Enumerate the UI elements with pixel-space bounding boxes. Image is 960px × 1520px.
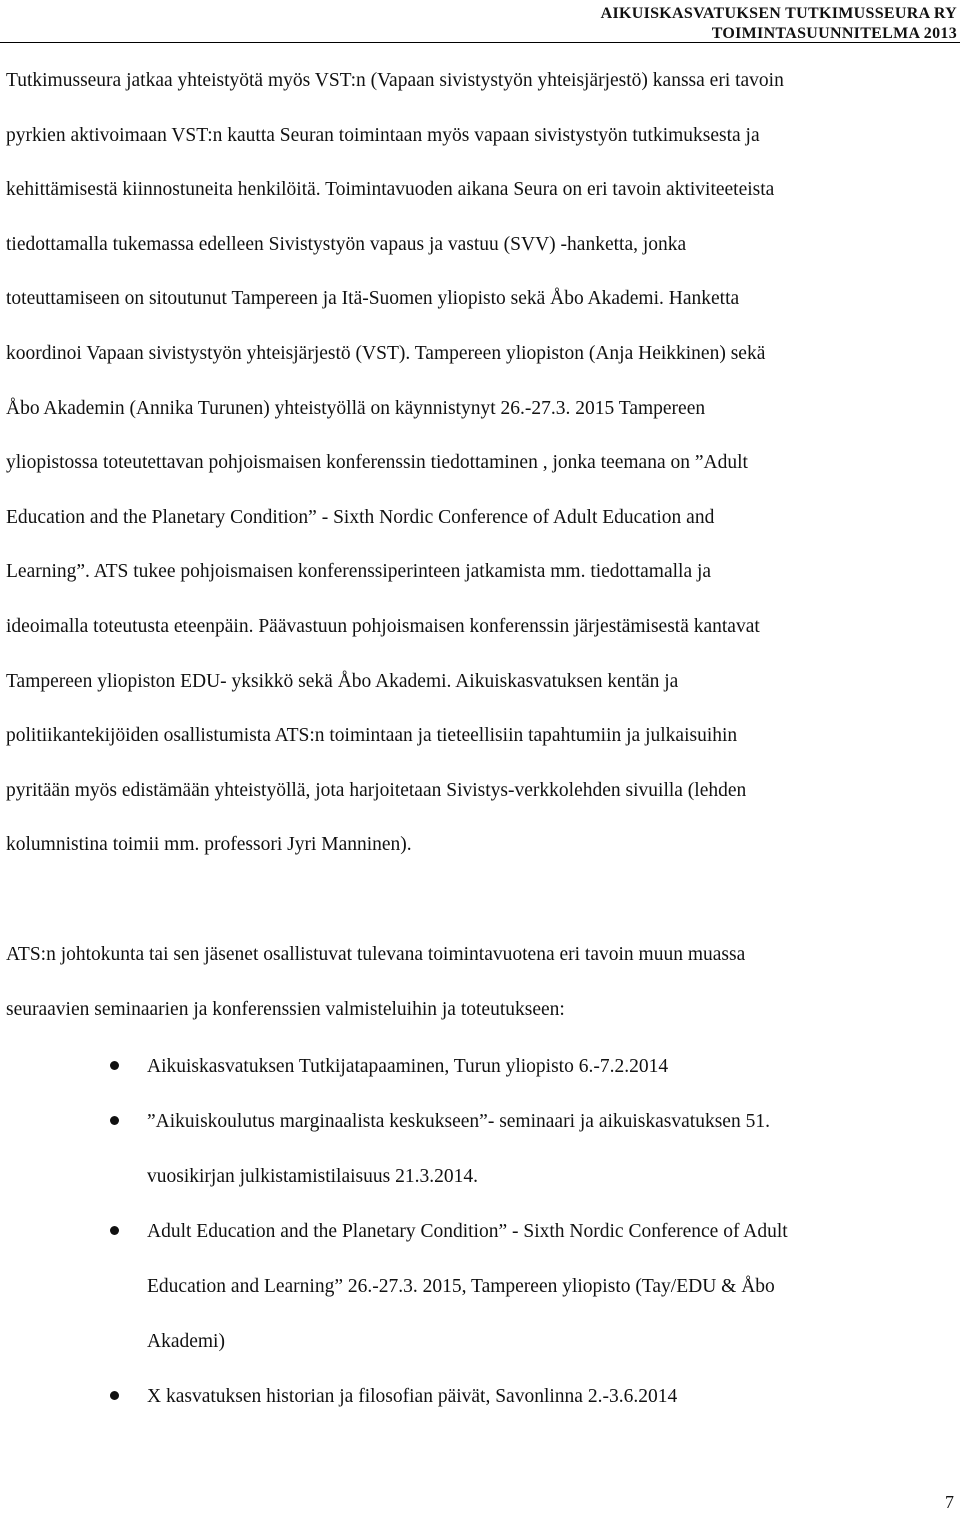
list-item-text: Education and Learning” 26.-27.3. 2015, Tampereen yliopisto (Tay/EDU & Åbo xyxy=(147,1276,775,1297)
text-line: Åbo Akademin (Annika Turunen) yhteistyöllä on käynnistynyt 26.-27.3. 2015 Tampereen xyxy=(6,397,706,419)
list-item-text: vuosikirjan julkistamistilaisuus 21.3.2014. xyxy=(147,1166,478,1187)
list-item-text: Aikuiskasvatuksen Tutkijatapaaminen, Turun yliopisto 6.-7.2.2014 xyxy=(147,1056,669,1077)
text-line: pyritään myös edistämään yhteistyöllä, jota harjoitetaan Sivistys-verkkolehden sivuilla (lehden xyxy=(6,779,747,801)
header-document-title: TOIMINTASUUNNITELMA 2013 xyxy=(711,25,957,42)
text-line: Tutkimusseura jatkaa yhteistyötä myös VST:n (Vapaan sivistystyön yhteisjärjestö) kanssa eri tavoin xyxy=(6,70,784,91)
text-line: Learning”. ATS tukee pohjoismaisen konferenssiperinteen jatkamista mm. tiedottamalla ja xyxy=(6,561,712,583)
text-line: Education and the Planetary Condition” - Sixth Nordic Conference of Adult Education and xyxy=(6,506,715,528)
bullet-icon xyxy=(110,1226,119,1235)
bullet-icon xyxy=(110,1061,119,1070)
text-line: toteuttamiseen on sitoutunut Tampereen ja Itä-Suomen yliopisto sekä Åbo Akademi. Hanketta xyxy=(6,288,740,310)
page-number: 7 xyxy=(945,1492,954,1512)
text-line: kolumnistina toimii mm. professori Jyri Manninen). xyxy=(6,834,412,856)
bullet-icon xyxy=(110,1391,119,1400)
text-line: ideoimalla toteutusta eteenpäin. Päävastuun pohjoismaisen konferenssin järjestämisestä kantavat xyxy=(6,615,760,637)
list-item xyxy=(0,1204,960,1369)
paragraph-seminar-intro xyxy=(6,928,954,1037)
list-item-text: Akademi) xyxy=(147,1331,225,1352)
header-organization: AIKUISKASVATUKSEN TUTKIMUSSEURA RY xyxy=(600,5,957,22)
text-line: koordinoi Vapaan sivistystyön yhteisjärjestö (VST). Tampereen yliopiston (Anja Heikkinen) sekä xyxy=(6,342,766,364)
text-line: kehittämisestä kiinnostuneita henkilöitä. Toimintavuoden aikana Seura on eri tavoin aktiviteeteista xyxy=(6,179,775,201)
list-item-text: Adult Education and the Planetary Condition” - Sixth Nordic Conference of Adult xyxy=(147,1221,788,1242)
text-line: tiedottamalla tukemassa edelleen Sivistystyön vapaus ja vastuu (SVV) -hanketta, jonka xyxy=(6,233,687,255)
text-line: yliopistossa toteutettavan pohjoismaisen konferenssin tiedottaminen , jonka teemana on ”Adult xyxy=(6,452,748,474)
running-header xyxy=(601,4,957,44)
header-divider xyxy=(0,42,960,43)
list-item-text: ”Aikuiskoulutus marginaalista keskukseen”- seminaari ja aikuiskasvatuksen 51. xyxy=(147,1111,770,1132)
text-line: ATS:n johtokunta tai sen jäsenet osallistuvat tulevana toimintavuotena eri tavoin muun muassa xyxy=(6,944,746,965)
bullet-icon xyxy=(110,1116,119,1125)
list-item xyxy=(0,1369,960,1424)
paragraph-vst-cooperation xyxy=(6,54,954,873)
text-line: politiikantekijöiden osallistumista ATS:n toimintaan ja tieteellisiin tapahtumiin ja julkaisuihin xyxy=(6,725,738,747)
text-line: pyrkien aktivoimaan VST:n kautta Seuran toimintaan myös vapaan sivistystyön tutkimuksesta ja xyxy=(6,124,760,146)
seminar-list xyxy=(0,1039,960,1424)
list-item-text: X kasvatuksen historian ja filosofian päivät, Savonlinna 2.-3.6.2014 xyxy=(147,1386,678,1407)
list-item xyxy=(0,1094,960,1204)
text-line: seuraavien seminaarien ja konferenssien valmisteluihin ja toteutukseen: xyxy=(6,998,565,1020)
list-item xyxy=(0,1039,960,1094)
text-line: Tampereen yliopiston EDU- yksikkö sekä Åbo Akademi. Aikuiskasvatuksen kentän ja xyxy=(6,670,679,692)
